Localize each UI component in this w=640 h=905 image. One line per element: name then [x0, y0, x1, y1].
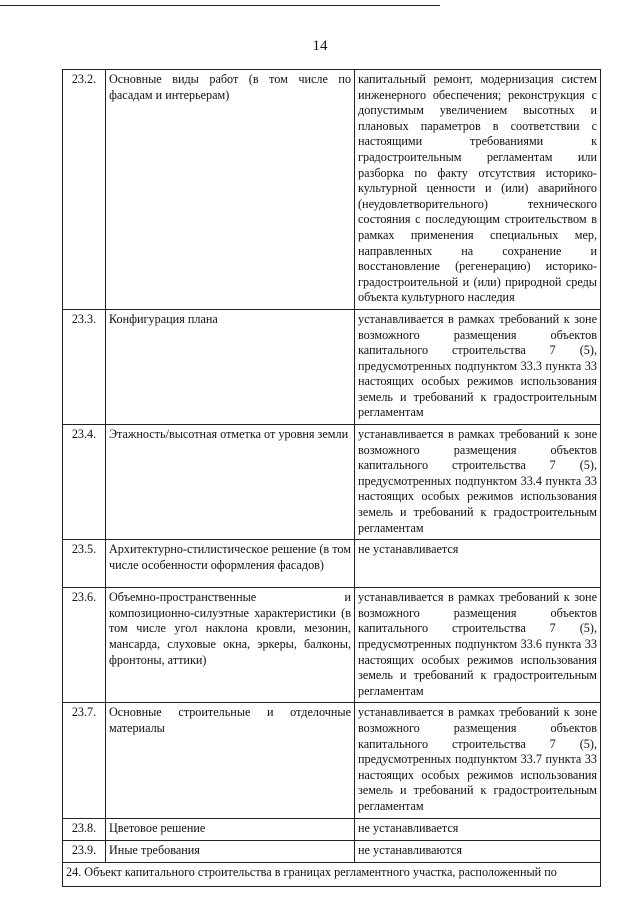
table-row: [63, 588, 601, 703]
row-number: 23.3.: [63, 309, 106, 424]
row-parameter-name: Архитектурно-стилистическое решение (в том числе особенности оформления фасадов): [106, 540, 355, 588]
table-row: [63, 425, 601, 540]
table-row: [63, 703, 601, 818]
row-requirement-value: устанавливается в рамках требований к зоне возможного размещения объектов капитального строительства 7 (5), предусмотренных подпунктом 33.7 пункта 33 настоящих особых режимов использования земель и требований к градостроительным регламентам: [355, 703, 601, 818]
row-requirement-value: не устанавливается: [355, 818, 601, 840]
row-parameter-name: Конфигурация плана: [106, 309, 355, 424]
row-requirement-value: устанавливается в рамках требований к зоне возможного размещения объектов капитального строительства 7 (5), предусмотренных подпунктом 33.6 пункта 33 настоящих особых режимов использования земель и требований к градостроительным регламентам: [355, 588, 601, 703]
row-number: 23.7.: [63, 703, 106, 818]
page-number: 14: [312, 38, 328, 54]
row-parameter-name: Объемно-пространственные и композиционно-силуэтные характеристики (в том числе угол наклона кровли, мезонин, мансарда, слуховые окна, эркеры, балконы, фронтоны, аттики): [106, 588, 355, 703]
row-parameter-name: Основные виды работ (в том числе по фасадам и интерьерам): [106, 70, 355, 310]
row-requirement-value: не устанавливаются: [355, 840, 601, 862]
table-row: [63, 818, 601, 840]
row-requirement-value: устанавливается в рамках требований к зоне возможного размещения объектов капитального строительства 7 (5), предусмотренных подпунктом 33.3 пункта 33 настоящих особых режимов использования земель и требований к градостроительным регламентам: [355, 309, 601, 424]
section-24-text: 24. Объект капитального строительства в границах регламентного участка, расположенный по: [63, 862, 601, 886]
table-row: [63, 70, 601, 310]
row-parameter-name: Этажность/высотная отметка от уровня земли: [106, 425, 355, 540]
row-parameter-name: Иные требования: [106, 840, 355, 862]
regulations-table: [62, 69, 601, 887]
row-number: 23.4.: [63, 425, 106, 540]
row-parameter-name: Цветовое решение: [106, 818, 355, 840]
row-number: 23.5.: [63, 540, 106, 588]
table-row: [63, 540, 601, 588]
table-row: [63, 862, 601, 886]
row-number: 23.6.: [63, 588, 106, 703]
row-requirement-value: не устанавливается: [355, 540, 601, 588]
row-number: 23.2.: [63, 70, 106, 310]
table-row: [63, 840, 601, 862]
table-row: [63, 309, 601, 424]
row-number: 23.8.: [63, 818, 106, 840]
row-requirement-value: капитальный ремонт, модернизация систем инженерного обеспечения; реконструкция с допустимым увеличением высотных и плановых параметров в соответствии с настоящими требованиями к градостроительным регламентам или разборка по факту отсутствия историко-культурной ценности и (или) аварийного (неудовлетворительного) технического состояния с последующим строительством в рамках применения специальных мер, направленных на сохранение и восстановление (регенерацию) историко-градостроительной и (или) природной среды объекта культурного наследия: [355, 70, 601, 310]
scan-artifact-line: [0, 5, 440, 6]
row-number: 23.9.: [63, 840, 106, 862]
row-requirement-value: устанавливается в рамках требований к зоне возможного размещения объектов капитального строительства 7 (5), предусмотренных подпунктом 33.4 пункта 33 настоящих особых режимов использования земель и требований к градостроительным регламентам: [355, 425, 601, 540]
row-parameter-name: Основные строительные и отделочные материалы: [106, 703, 355, 818]
